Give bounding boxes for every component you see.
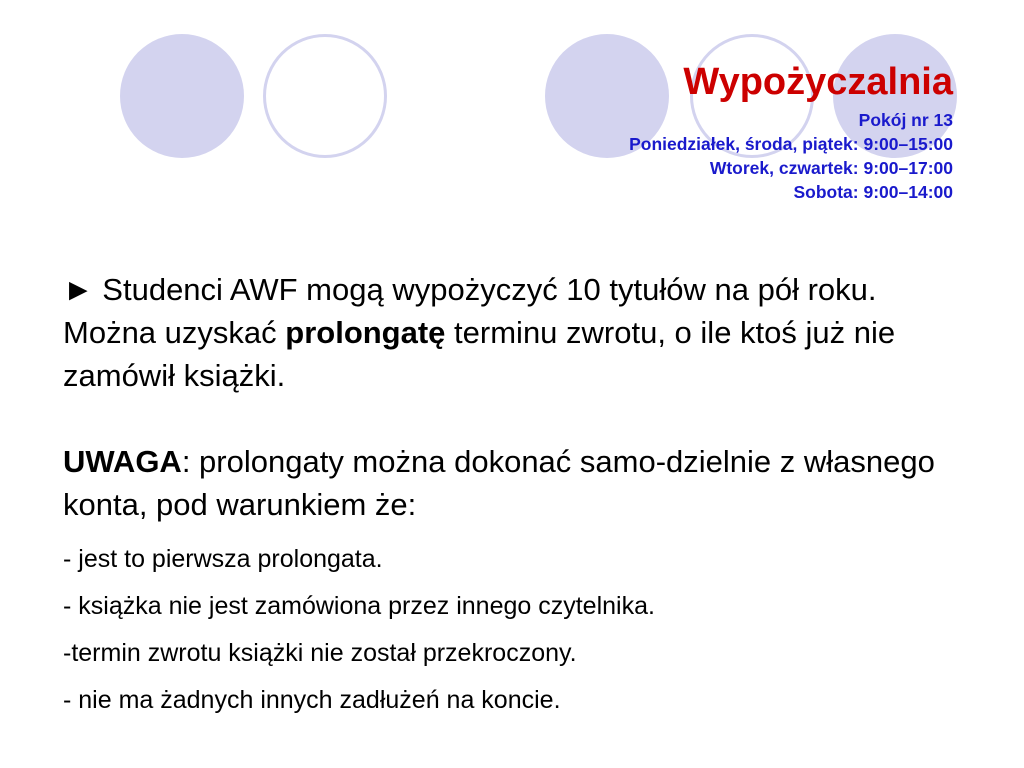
slide-body	[63, 268, 963, 717]
loan-info-text-b: terminu zwrotu, o ile ktoś już nie zamówił książki.	[63, 315, 896, 393]
slide-header	[629, 56, 953, 204]
loan-info-bold: prolongatę	[285, 315, 446, 350]
hours-mon-wed-fri: Poniedziałek, środa, piątek: 9:00–15:00	[629, 134, 953, 154]
decorative-circle	[263, 34, 387, 158]
slide-title: Wypożyczalnia	[683, 61, 953, 103]
decorative-circle	[120, 34, 244, 158]
room-number: Pokój nr 13	[858, 110, 953, 130]
loan-info-text-a: ► Studenci AWF mogą wypożyczyć 10 tytułów na pół roku. Można uzyskać	[63, 272, 877, 350]
condition-item: - jest to pierwsza prolongata.	[63, 545, 383, 573]
hours-tue-thu: Wtorek, czwartek: 9:00–17:00	[709, 158, 953, 178]
hours-saturday: Sobota: 9:00–14:00	[793, 182, 953, 202]
loan-info-paragraph	[63, 268, 963, 397]
condition-item: - nie ma żadnych innych zadłużeń na koncie.	[63, 686, 561, 714]
condition-item: -termin zwrotu książki nie został przekroczony.	[63, 639, 577, 667]
condition-item: - książka nie jest zamówiona przez innego czytelnika.	[63, 592, 655, 620]
warning-label: UWAGA	[63, 444, 182, 479]
warning-text: : prolongaty można dokonać samo-dzielnie z własnego konta, pod warunkiem że:	[63, 444, 935, 522]
warning-paragraph	[63, 440, 963, 526]
